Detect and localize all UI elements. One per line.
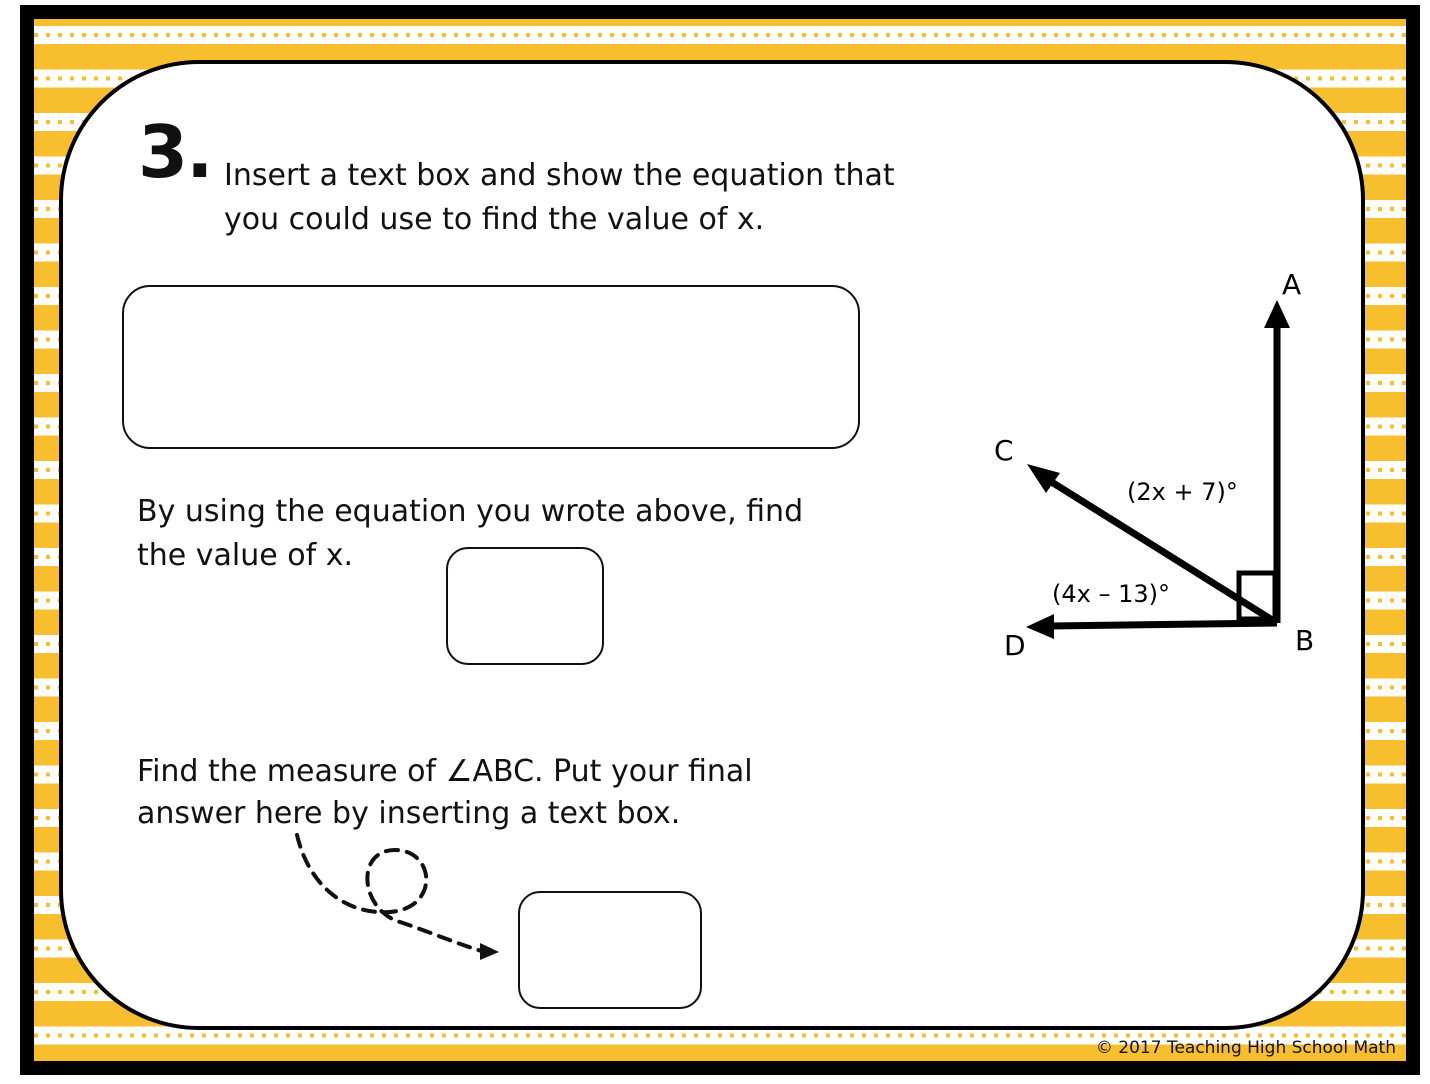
- copyright-footer: © 2017 Teaching High School Math: [1095, 1038, 1396, 1058]
- part3-line-2: answer here by inserting a text box.: [137, 796, 681, 831]
- part2-line-1: By using the equation you wrote above, find: [137, 494, 804, 529]
- final-answer-box[interactable]: [518, 891, 702, 1009]
- equation-answer-box[interactable]: [122, 285, 860, 449]
- label-b: B: [1295, 624, 1315, 657]
- dashed-loop-arrow-icon: [280, 830, 510, 970]
- label-c: C: [994, 434, 1014, 467]
- label-d: D: [1004, 629, 1026, 662]
- part2-line-2: the value of x.: [137, 538, 353, 573]
- x-value-answer-box[interactable]: [446, 547, 604, 665]
- angle-cbd-label: (4x – 13)°: [1052, 580, 1170, 608]
- prompt-line-1: Insert a text box and show the equation that: [224, 158, 895, 193]
- label-a: A: [1282, 268, 1302, 301]
- angle-diagram: [990, 260, 1330, 670]
- ray-bd-arrowhead: [1026, 614, 1054, 639]
- question-number: 3.: [138, 110, 212, 194]
- part3-line-1: Find the measure of ∠ABC. Put your final: [137, 754, 753, 789]
- ray-bd: [1050, 623, 1277, 626]
- angle-cba-label: (2x + 7)°: [1127, 478, 1238, 506]
- prompt-line-2: you could use to find the value of x.: [224, 202, 765, 237]
- ray-ba-arrowhead: [1264, 300, 1290, 328]
- ray-bc-arrowhead: [1027, 464, 1060, 493]
